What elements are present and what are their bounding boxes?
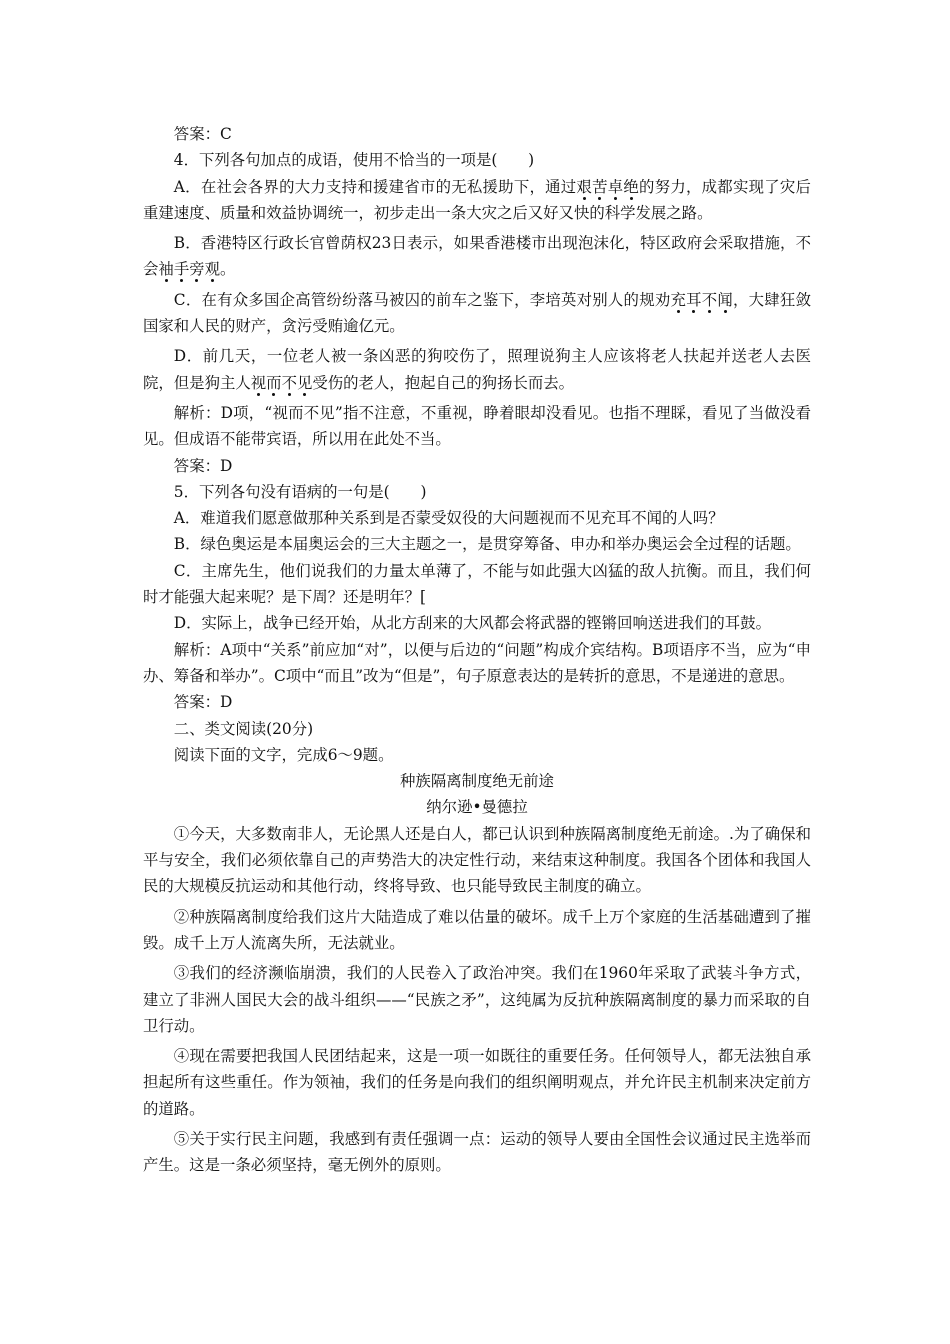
question-5-option-b: B．绿色奥运是本届奥运会的三大主题之一，是贯穿筹备、申办和举办奥运会全过程的话题。	[173, 535, 801, 554]
emphasis-dot-char: 充	[670, 290, 687, 309]
emphasis-dot-char: 卓	[607, 177, 624, 196]
document-page	[143, 121, 811, 1179]
dotted-idiom-c	[670, 291, 733, 309]
article-paragraph-3: ③我们的经济濒临崩溃，我们的人民卷入了政治冲突。我们在1960年采取了武装斗争方式，建立了非洲人国民大会的战斗组织——“民族之矛”，这纯属为反抗种族隔离制度的暴力而采取的自卫行动。	[143, 964, 811, 1035]
question-5-analysis: 解析：A项中“关系”前应加“对”，以便与后边的“问题”构成介宾结构。B项语序不当，应为“申办、筹备和举办”。C项中“而且”改为“但是”，句子原意表达的是转折的意思，不是递进的意思。	[143, 640, 811, 685]
emphasis-dot-char: 闻	[717, 290, 734, 309]
question-5-option-c: C．主席先生，他们说我们的力量太单薄了，不能与如此强大凶猛的敌人抗衡。而且，我们何时才能强大起来呢？是下周？还是明年？[	[143, 561, 811, 607]
article-author: 纳尔逊•曼德拉	[426, 798, 528, 817]
article-paragraph-4: ④现在需要把我国人民团结起来，这是一项一如既往的重要任务。任何领导人，都无法独自承担起所有这些重任。作为领袖，我们的任务是向我们的组织阐明观点，并允许民主机制来决定前方的道路。	[143, 1047, 811, 1118]
question-4-option-c: C．在有众多国企高管纷纷落马被囚的前车之鉴下，李培英对别人的规劝充耳不闻，大肆狂敛国家和人民的财产，贪污受贿逾亿元。	[143, 290, 811, 336]
question-4-option-d: D．前几天，一位老人被一条凶恶的狗咬伤了，照理说狗主人应该将老人扶起并送老人去医院，但是狗主人视而不见受伤的老人，抱起自己的狗扬长而去。	[143, 347, 811, 392]
emphasis-dot-char: 不	[281, 373, 297, 392]
question-4-option-b: B．香港特区行政长官曾荫权23日表示，如果香港楼市出现泡沫化，特区政府会采取措施，不会袖手旁观。	[143, 234, 811, 279]
dotted-idiom-a	[576, 178, 639, 196]
emphasis-dot-char: 手	[173, 260, 190, 279]
emphasis-dot-char: 绝	[623, 177, 640, 196]
emphasis-dot-char: 旁	[189, 260, 205, 279]
question-5-answer: 答案：D	[173, 693, 233, 712]
article-paragraph-2: ②种族隔离制度给我们这片大陆造成了难以估量的破坏。成千上万个家庭的生活基础遭到了摧毁。成千上万人流离失所，无法就业。	[143, 907, 811, 952]
question-4-stem: 4．下列各句加点的成语，使用不恰当的一项是( )	[173, 151, 535, 170]
question-4-analysis: 解析：D项，“视而不见”指不注意，不重视，睁着眼却没看见。也指不理睬，看见了当做没看见。但成语不能带宾语，所以用在此处不当。	[143, 403, 811, 449]
dotted-idiom-d	[251, 374, 313, 392]
emphasis-dot-char: 苦	[592, 177, 608, 196]
emphasis-dot-char: 袖	[158, 260, 174, 279]
emphasis-dot-char: 艰	[576, 177, 593, 196]
question-4-option-a: A．在社会各界的大力支持和援建省市的无私援助下，通过艰苦卓绝的努力，成都实现了灾后重建速度、质量和效益协调统一，初步走出一条大灾之后又好又快的科学发展之路。	[143, 177, 811, 222]
article-paragraph-5: ⑤关于实行民主问题，我感到有责任强调一点：运动的领导人要由全国性会议通过民主选举而产生。这是一条必须坚持，毫无例外的原则。	[143, 1129, 811, 1175]
emphasis-dot-char: 见	[296, 373, 313, 392]
emphasis-dot-char: 视	[250, 373, 267, 392]
emphasis-dot-char: 耳	[686, 290, 702, 309]
emphasis-dot-char: 观	[204, 260, 221, 279]
section-heading: 二、类文阅读(20分)	[173, 719, 314, 738]
emphasis-dot-char: 不	[701, 290, 718, 309]
question-5-option-a: A．难道我们愿意做那种关系到是否蒙受奴役的大问题视而不见充耳不闻的人吗？	[173, 509, 724, 528]
article-paragraph-1: ①今天，大多数南非人，无论黑人还是白人，都已认识到种族隔离制度绝无前途。.为了确保和平与安全，我们必须依靠自己的声势浩大的决定性行动，来结束这种制度。我国各个团体和我国人民的大规模反抗运动和其他行动，终将导致、也只能导致民主制度的确立。	[143, 824, 811, 896]
emphasis-dot-char: 而	[266, 373, 282, 392]
dotted-idiom-b	[158, 260, 220, 278]
question-5-option-d: D．实际上，战争已经开始，从北方刮来的大风都会将武器的铿锵回响送进我们的耳鼓。	[173, 614, 771, 633]
answer-q3: 答案：C	[173, 125, 232, 143]
article-title: 种族隔离制度绝无前途	[400, 772, 554, 791]
question-5-stem: 5．下列各句没有语病的一句是( )	[173, 482, 427, 501]
reading-instruction: 阅读下面的文字，完成6～9题。	[173, 745, 394, 764]
question-4-answer: 答案：D	[173, 456, 233, 475]
